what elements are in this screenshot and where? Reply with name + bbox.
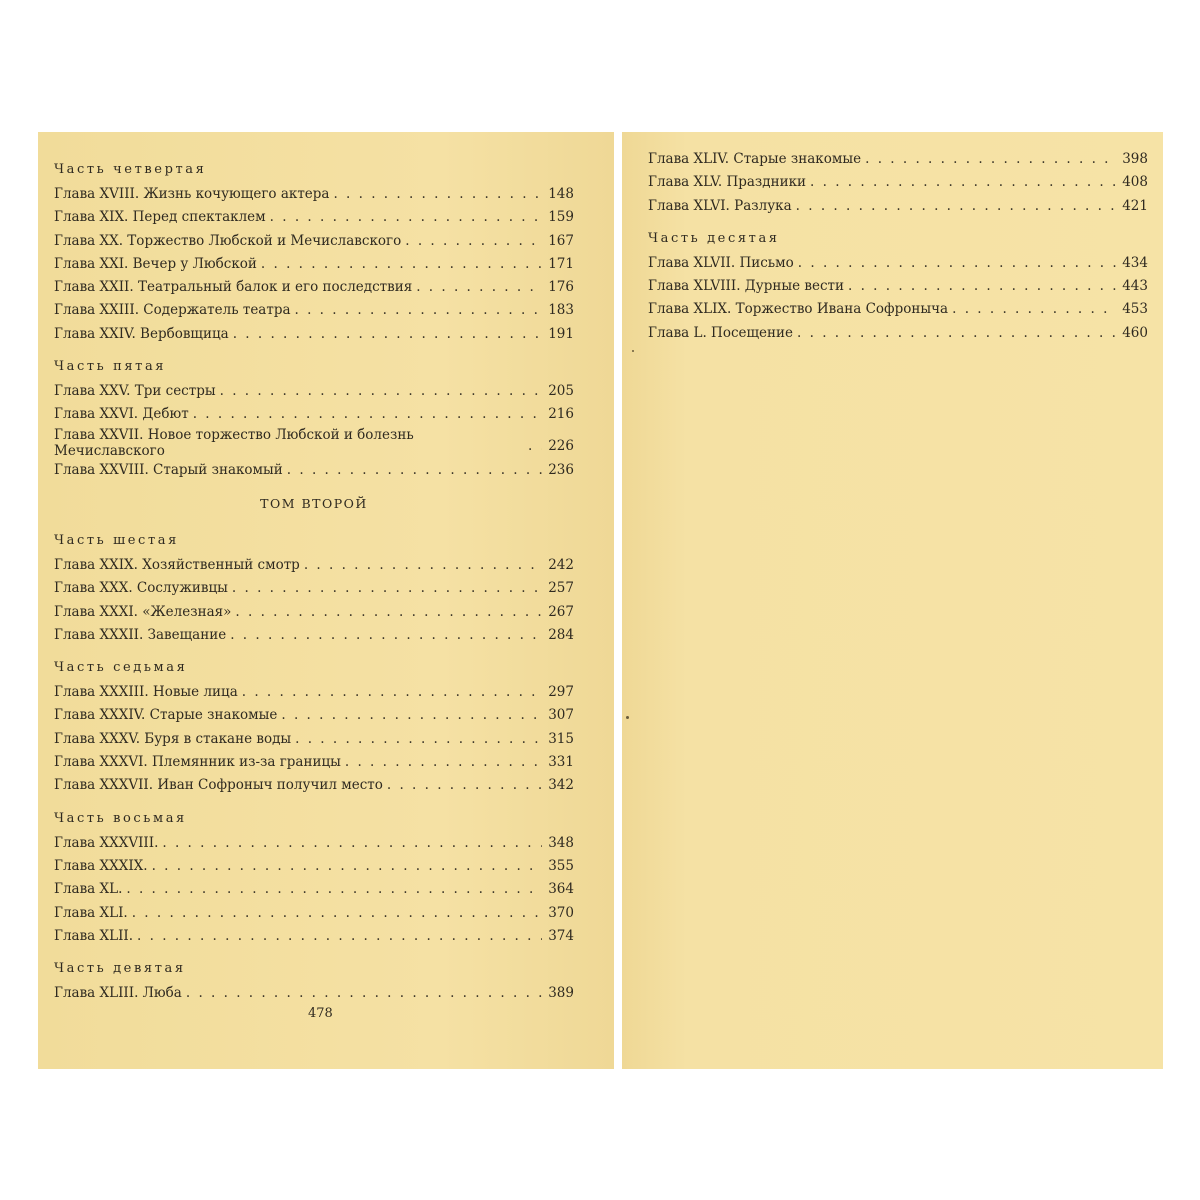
chapter-page-number: 398 bbox=[1122, 151, 1148, 167]
chapter-page-number: 242 bbox=[548, 556, 574, 573]
toc-entry bbox=[54, 728, 574, 751]
chapter-page-number: 348 bbox=[548, 834, 574, 851]
chapter-page-number: 443 bbox=[1122, 278, 1148, 295]
chapter-title: Глава XXXI. «Железная» bbox=[54, 603, 232, 620]
chapter-title: Глава XXXVIII. bbox=[54, 834, 159, 851]
dot-leader bbox=[162, 832, 542, 855]
chapter-title: Глава XXIV. Вербовщица bbox=[54, 325, 229, 342]
chapter-page-number: 171 bbox=[548, 255, 574, 272]
chapter-title: Глава XLIV. Старые знакомые bbox=[648, 151, 862, 167]
chapter-title: Глава XXI. Вечер у Любской bbox=[54, 255, 257, 272]
dot-leader bbox=[230, 624, 542, 647]
chapter-page-number: 236 bbox=[548, 461, 574, 478]
chapter-page-number: 374 bbox=[548, 927, 574, 944]
toc-entry bbox=[54, 459, 574, 482]
toc-entry bbox=[648, 195, 1148, 218]
chapter-title: Глава XXXV. Буря в стакане воды bbox=[54, 730, 292, 747]
dot-leader bbox=[796, 195, 1116, 218]
dot-leader bbox=[797, 322, 1116, 345]
dot-leader bbox=[304, 554, 542, 577]
left-table-of-contents bbox=[54, 162, 574, 1018]
chapter-title: Глава XXV. Три сестры bbox=[54, 383, 216, 400]
dot-leader bbox=[233, 323, 542, 346]
paper-speck bbox=[626, 716, 629, 719]
dot-leader bbox=[865, 148, 1116, 171]
toc-section bbox=[648, 231, 1148, 345]
chapter-title: Глава XLI. bbox=[54, 904, 128, 921]
chapter-title: Глава XXX. Сослуживцы bbox=[54, 580, 228, 597]
chapter-title: Глава XLVII. Письмо bbox=[648, 254, 794, 271]
chapter-title: Глава XLV. Праздники bbox=[648, 174, 807, 191]
toc-section bbox=[648, 148, 1148, 218]
part-heading: Часть десятая bbox=[648, 230, 780, 246]
toc-entry bbox=[54, 206, 574, 229]
chapter-page-number: 342 bbox=[548, 777, 574, 794]
chapter-page-number: 307 bbox=[548, 707, 574, 724]
chapter-page-number: 408 bbox=[1122, 174, 1148, 191]
volume-heading: ТОМ ВТОРОЙ bbox=[260, 495, 368, 511]
dot-leader bbox=[798, 252, 1116, 275]
toc-entry bbox=[54, 601, 574, 624]
dot-leader bbox=[387, 774, 542, 797]
chapter-title: Глава XLII. bbox=[54, 927, 134, 944]
chapter-page-number: 331 bbox=[548, 754, 574, 771]
chapter-page-number: 315 bbox=[548, 730, 574, 747]
dot-leader bbox=[232, 577, 542, 600]
chapter-title: Глава XXII. Театральный балок и его последствия bbox=[54, 279, 413, 296]
dot-leader bbox=[235, 601, 542, 624]
chapter-page-number: 421 bbox=[1122, 197, 1148, 214]
dot-leader bbox=[281, 704, 542, 727]
chapter-page-number: 364 bbox=[548, 881, 574, 898]
part-heading: Часть восьмая bbox=[54, 810, 187, 826]
toc-entry bbox=[54, 704, 574, 727]
chapter-page-number: 226 bbox=[548, 438, 574, 455]
chapter-page-number: 453 bbox=[1122, 301, 1148, 318]
dot-leader bbox=[528, 435, 542, 458]
chapter-page-number: 355 bbox=[548, 857, 574, 874]
toc-entry bbox=[648, 322, 1148, 345]
chapter-page-number: 370 bbox=[548, 904, 574, 921]
dot-leader bbox=[416, 276, 542, 299]
chapter-title: Глава XXXVII. Иван Софроныч получил место bbox=[54, 777, 383, 794]
chapter-title: Глава XXXIII. Новые лица bbox=[54, 684, 238, 701]
dot-leader bbox=[345, 751, 542, 774]
toc-entry bbox=[54, 554, 574, 577]
toc-entry bbox=[54, 681, 574, 704]
dot-leader bbox=[137, 925, 542, 948]
chapter-title: Глава XX. Торжество Любской и Мечиславского bbox=[54, 232, 402, 249]
part-heading: Часть девятая bbox=[54, 961, 186, 977]
chapter-page-number: 434 bbox=[1122, 254, 1148, 271]
dot-leader bbox=[193, 403, 542, 426]
chapter-title: Глава XL. bbox=[54, 881, 123, 898]
chapter-page-number: 284 bbox=[548, 626, 574, 643]
dot-leader bbox=[270, 206, 542, 229]
chapter-page-number: 148 bbox=[548, 186, 574, 202]
paper-speck bbox=[632, 350, 634, 352]
chapter-title: Глава L. Посещение bbox=[648, 324, 794, 341]
chapter-title: Глава XXXIV. Старые знакомые bbox=[54, 707, 278, 724]
toc-entry bbox=[648, 148, 1148, 171]
toc-entry bbox=[54, 323, 574, 346]
dot-leader bbox=[186, 982, 542, 1005]
toc-entry bbox=[54, 427, 574, 459]
dot-leader bbox=[848, 275, 1116, 298]
toc-entry bbox=[648, 252, 1148, 275]
part-heading: Часть шестая bbox=[54, 532, 179, 548]
chapter-page-number: 297 bbox=[548, 684, 574, 701]
part-heading: Часть четвертая bbox=[54, 162, 207, 177]
dot-leader bbox=[810, 171, 1116, 194]
chapter-page-number: 159 bbox=[548, 209, 574, 226]
dot-leader bbox=[287, 459, 542, 482]
dot-leader bbox=[952, 298, 1116, 321]
toc-section bbox=[54, 660, 574, 797]
chapter-title: Глава XIX. Перед спектаклем bbox=[54, 209, 266, 226]
dot-leader bbox=[295, 299, 542, 322]
left-page bbox=[38, 132, 614, 1069]
toc-entry bbox=[648, 298, 1148, 321]
dot-leader bbox=[152, 855, 542, 878]
dot-leader bbox=[242, 681, 542, 704]
chapter-title: Глава XXVIII. Старый знакомый bbox=[54, 461, 283, 478]
toc-entry bbox=[54, 751, 574, 774]
chapter-title: Глава XVIII. Жизнь кочующего актера bbox=[54, 186, 330, 202]
toc-entry bbox=[648, 275, 1148, 298]
chapter-page-number: 389 bbox=[548, 985, 574, 1002]
chapter-page-number: 267 bbox=[548, 603, 574, 620]
chapter-page-number: 205 bbox=[548, 383, 574, 400]
chapter-title: Глава XLIX. Торжество Ивана Софроныча bbox=[648, 301, 949, 318]
right-page bbox=[622, 132, 1163, 1069]
right-table-of-contents bbox=[648, 148, 1148, 358]
toc-entry bbox=[54, 774, 574, 797]
dot-leader bbox=[220, 380, 542, 403]
toc-entry bbox=[54, 925, 574, 948]
chapter-title: Глава XXXII. Завещание bbox=[54, 626, 227, 643]
chapter-page-number: 183 bbox=[548, 302, 574, 319]
chapter-page-number: 191 bbox=[548, 325, 574, 342]
chapter-page-number: 167 bbox=[548, 232, 574, 249]
toc-entry bbox=[54, 253, 574, 276]
toc-entry bbox=[54, 855, 574, 878]
chapter-title: Глава XLVI. Разлука bbox=[648, 197, 792, 214]
page-number: 478 bbox=[308, 1006, 333, 1021]
dot-leader bbox=[295, 728, 542, 751]
book-gutter bbox=[614, 132, 622, 1069]
dot-leader bbox=[405, 230, 542, 253]
chapter-page-number: 257 bbox=[548, 580, 574, 597]
chapter-title: Глава XXVI. Дебют bbox=[54, 406, 189, 423]
dot-leader bbox=[126, 878, 542, 901]
toc-entry bbox=[54, 577, 574, 600]
toc-entry bbox=[54, 902, 574, 925]
chapter-title: Глава XLVIII. Дурные вести bbox=[648, 278, 845, 295]
chapter-title: Глава XXVII. Новое торжество Любской и болезнь Мечиславского bbox=[54, 426, 414, 459]
toc-section bbox=[54, 811, 574, 948]
chapter-title: Глава XXXIX. bbox=[54, 857, 148, 874]
toc-section bbox=[54, 961, 574, 1005]
toc-entry bbox=[54, 276, 574, 299]
toc-section bbox=[54, 162, 574, 346]
toc-entry bbox=[54, 380, 574, 403]
toc-entry bbox=[54, 183, 574, 206]
chapter-title: Глава XXIII. Содержатель театра bbox=[54, 302, 291, 319]
dot-leader bbox=[132, 902, 542, 925]
chapter-page-number: 216 bbox=[548, 406, 574, 423]
toc-entry bbox=[648, 171, 1148, 194]
dot-leader bbox=[261, 253, 542, 276]
toc-entry bbox=[54, 230, 574, 253]
toc-entry bbox=[54, 403, 574, 426]
toc-entry bbox=[54, 299, 574, 322]
toc-entry bbox=[54, 982, 574, 1005]
dot-leader bbox=[333, 183, 542, 206]
toc-section bbox=[54, 359, 574, 482]
toc-entry bbox=[54, 832, 574, 855]
toc-section bbox=[54, 533, 574, 647]
chapter-title: Глава XXXVI. Племянник из-за границы bbox=[54, 754, 341, 771]
toc-entry bbox=[54, 624, 574, 647]
chapter-page-number: 176 bbox=[548, 279, 574, 296]
toc-entry bbox=[54, 878, 574, 901]
part-heading: Часть седьмая bbox=[54, 660, 188, 676]
chapter-title: Глава XLIII. Люба bbox=[54, 985, 182, 1002]
part-heading: Часть пятая bbox=[54, 359, 167, 375]
chapter-page-number: 460 bbox=[1122, 324, 1148, 341]
chapter-title: Глава XXIX. Хозяйственный смотр bbox=[54, 556, 300, 573]
